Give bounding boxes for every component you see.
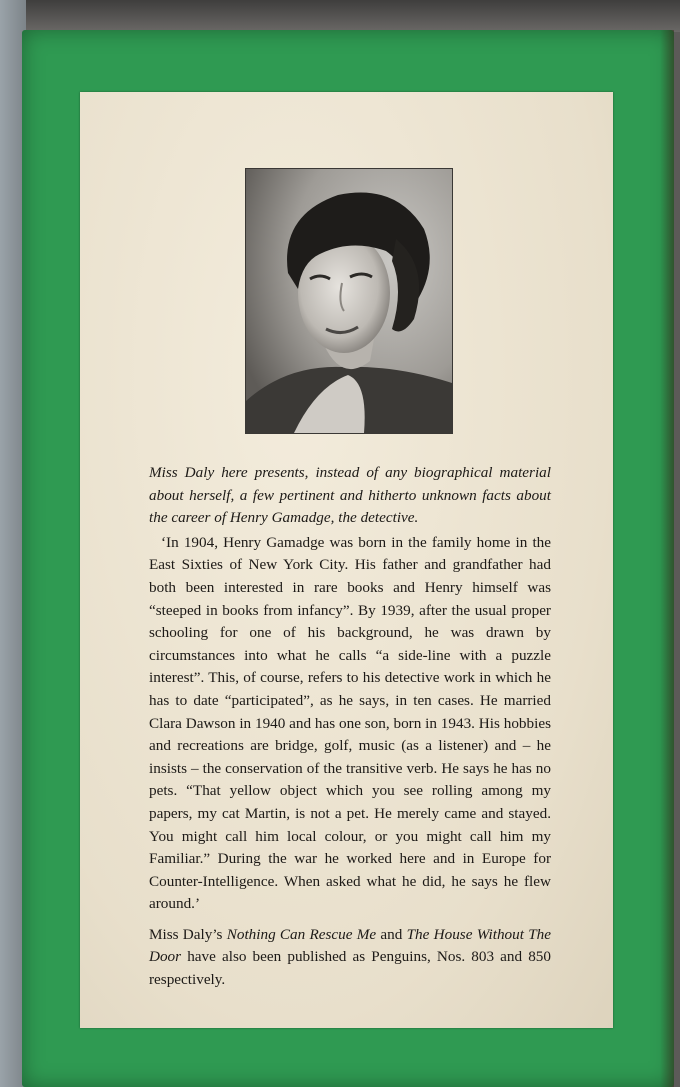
bio-closing bbox=[149, 924, 551, 992]
author-portrait bbox=[245, 168, 453, 434]
closing-suffix: have also been published as Penguins, Nos. 803 and 850 respectively. bbox=[149, 948, 551, 989]
closing-and: and bbox=[376, 925, 407, 943]
author-bio bbox=[149, 462, 551, 992]
cover-edge-shadow bbox=[660, 30, 674, 1087]
bio-quote: ‘In 1904, Henry Gamadge was born in the family home in the East Sixties of New York City. His father and grandfather had both been interested in rare books and Henry himself was “steeped in books from infancy”. By 1939, after the usual proper schooling for one of his background, he was drawn by circumstances into what he calls “a side-line with a puzzle interest”. This, of course, refers to his detective work in which he has to date “participated”, as he says, in ten cases. He married Clara Dawson in 1940 and has one son, born in 1943. His hobbies and recreations are bridge, golf, music (as a listener) and – he insists – the conservation of the transitive verb. He says he has no pets. “That yellow object which you see rolling among my papers, my cat Martin, is not a pet. He merely came and stayed. You might call him local colour, or you might call him my Familiar.” During the war he worked here and in Europe for Counter-Intelligence. When asked what he did, he says he flew around.’ bbox=[149, 533, 551, 913]
portrait-illustration bbox=[246, 169, 452, 433]
book-title-2: The House Without The Door bbox=[149, 925, 552, 966]
text-panel bbox=[80, 92, 613, 1028]
backdrop-top bbox=[0, 0, 680, 32]
book-title-1: Nothing Can Rescue Me bbox=[226, 925, 377, 943]
bio-intro: Miss Daly here presents, instead of any biographical material about herself, a few pertinent and hitherto unknown facts about the career of Henry Gamadge, the detective. bbox=[149, 464, 551, 527]
book-back-cover bbox=[22, 30, 674, 1087]
closing-prefix: Miss Daly’s bbox=[149, 925, 227, 943]
